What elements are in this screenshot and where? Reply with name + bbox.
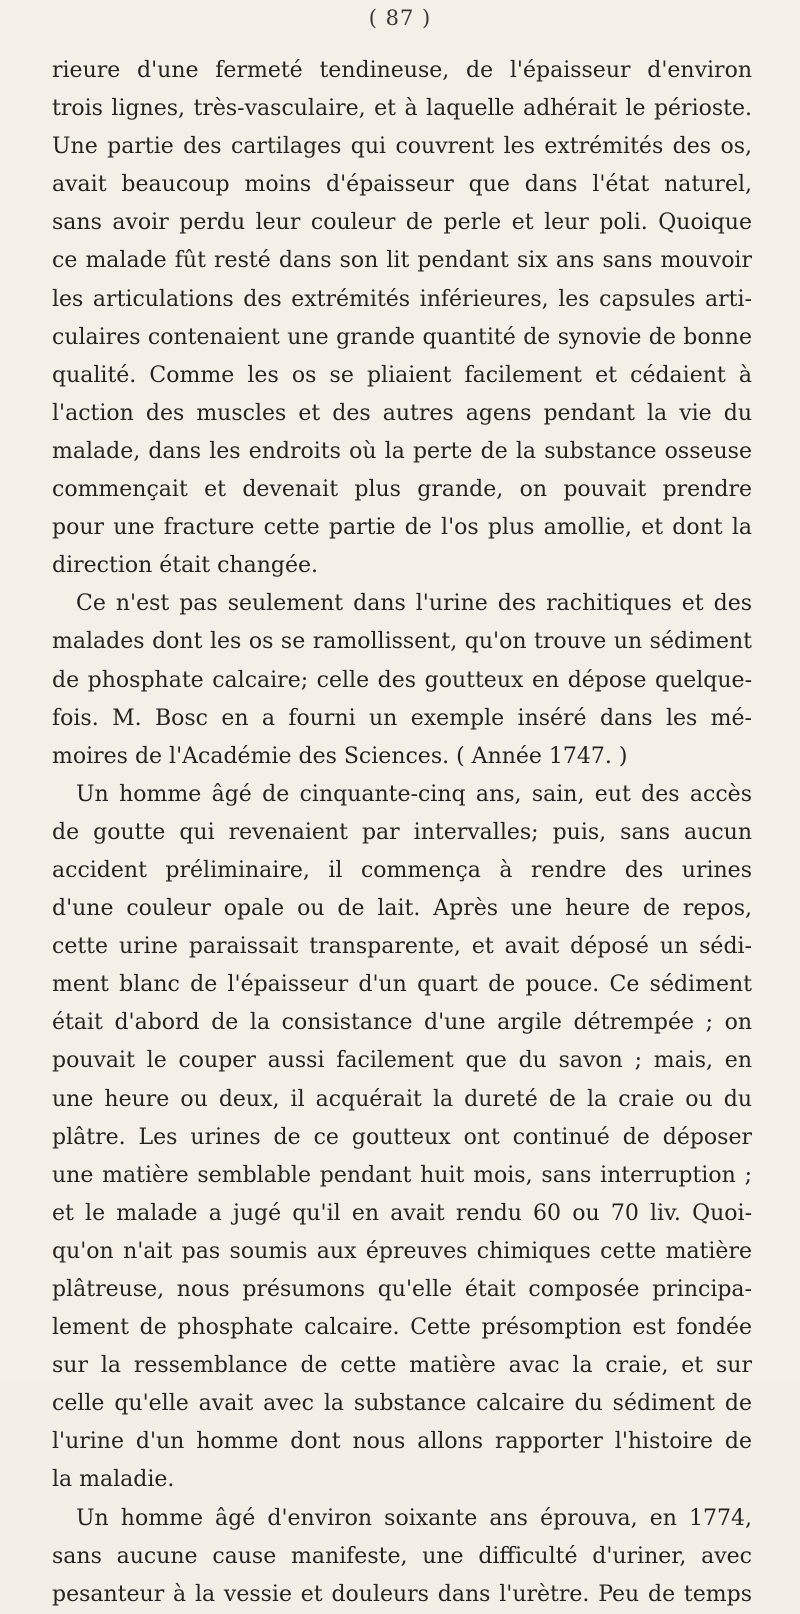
text-line: la maladie. [52,1467,175,1493]
text-line: les articulations des extrémités inférieures, les capsules arti- [52,286,752,312]
text-line: Un homme âgé de cinquante-cinq ans, sain, eut des accès [76,781,752,807]
text-line: culaires contenaient une grande quantité de synovie de bonne [52,324,752,350]
text-line: celle qu'elle avait avec la substance calcaire du sédiment de [52,1391,752,1417]
text-line: plâtreuse, nous présumons qu'elle était composée principa- [52,1277,752,1302]
text-line: lement de phosphate calcaire. Cette présomption est fondée [52,1315,752,1341]
text-line: fois. M. Bosc en a fourni un exemple inséré dans les mé- [52,705,752,731]
text-line: pesanteur à la vessie et douleurs dans l'urètre. Peu de temps [52,1581,752,1607]
text-line: ce malade fût resté dans son lit pendant six ans sans mouvoir [52,248,752,274]
text-line: malade, dans les endroits où la perte de la substance osseuse [52,438,752,464]
text-line: était d'abord de la consistance d'une argile détrempée ; on [52,1010,752,1036]
text-line: de goutte qui revenaient par intervalles; puis, sans aucun [52,819,752,845]
text-line: trois lignes, très-vasculaire, et à laquelle adhérait le périoste. [52,96,752,122]
text-line: accident préliminaire, il commença à rendre des urines [52,857,752,883]
paragraph [52,1500,752,1614]
text-line: ment blanc de l'épaisseur d'un quart de pouce. Ce sédiment [52,972,752,998]
text-line: malades dont les os se ramollissent, qu'on trouve un sédiment [52,629,752,655]
text-line: pouvait le couper aussi facilement que du savon ; mais, en [52,1048,752,1074]
text-line: Ce n'est pas seulement dans l'urine des rachitiques et des [76,591,752,617]
text-line: l'urine d'un homme dont nous allons rapporter l'histoire de [52,1429,752,1455]
text-line: direction était changée. [52,553,318,579]
text-line: Un homme âgé d'environ soixante ans éprouva, en 1774, [76,1505,752,1531]
text-line: cette urine paraissait transparente, et avait déposé un sédi- [52,934,752,960]
text-line: l'action des muscles et des autres agens pendant la vie du [52,400,752,426]
text-line: de phosphate calcaire; celle des goutteux en dépose quelque- [52,667,752,693]
text-line: rieure d'une fermeté tendineuse, de l'épaisseur d'environ [52,58,752,83]
text-line: avait beaucoup moins d'épaisseur que dans l'état naturel, [52,172,752,198]
text-line: sur la ressemblance de cette matière avac la craie, et sur [52,1353,752,1379]
page-number: ( 87 ) [368,6,432,30]
text-line: et le malade a jugé qu'il en avait rendu 60 ou 70 liv. Quoi- [52,1200,752,1226]
paragraph [52,52,752,585]
text-line: une heure ou deux, il acquérait la dureté de la craie ou du [52,1086,752,1112]
text-line: moires de l'Académie des Sciences. ( Année 1747. ) [52,743,628,769]
paragraph [52,585,752,775]
text-line: pour une fracture cette partie de l'os plus amollie, et dont la [52,515,752,541]
text-line: sans aucune cause manifeste, une difficulté d'uriner, avec [52,1543,752,1569]
text-line: commençait et devenait plus grande, on pouvait prendre [52,477,752,503]
text-line: qualité. Comme les os se pliaient facilement et cédaient à [52,362,752,388]
text-line: Une partie des cartilages qui couvrent les extrémités des os, [52,134,752,160]
text-line: qu'on n'ait pas soumis aux épreuves chimiques cette matière [52,1238,752,1264]
text-line: une matière semblable pendant huit mois, sans interruption ; [52,1162,752,1188]
text-line: d'une couleur opale ou de lait. Après une heure de repos, [52,896,752,922]
text-line: plâtre. Les urines de ce goutteux ont continué de déposer [52,1124,752,1150]
paragraph [52,776,752,1500]
text-line: sans avoir perdu leur couleur de perle et leur poli. Quoique [52,210,752,236]
